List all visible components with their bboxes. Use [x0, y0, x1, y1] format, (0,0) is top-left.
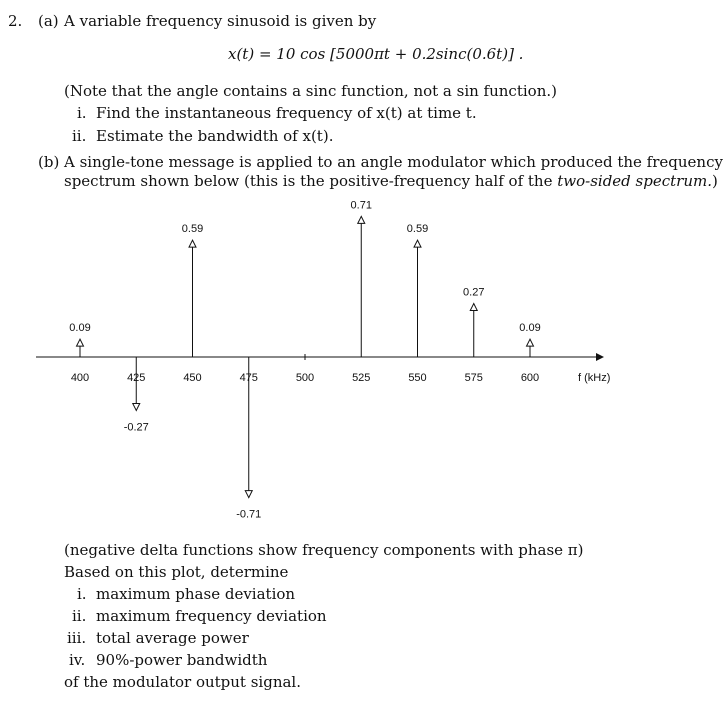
stem-arrowhead	[527, 339, 534, 346]
tick-label: 550	[408, 372, 427, 384]
stem-arrowhead	[358, 216, 365, 223]
tick-label: 575	[464, 372, 483, 384]
stem-value-label: 0.59	[406, 223, 429, 236]
part-b-label: (b)	[38, 153, 60, 171]
stem-arrowhead	[245, 491, 252, 498]
problem-number: 2.	[8, 12, 23, 30]
tick-label: 525	[352, 372, 371, 384]
part-a-item-num: i.	[77, 104, 87, 122]
part-a-item-num: ii.	[72, 127, 87, 145]
after-plot-closing: of the modulator output signal.	[64, 673, 301, 691]
question-num: iv.	[69, 651, 86, 669]
stem-value-label: 0.27	[463, 286, 485, 299]
tick-label: 425	[127, 372, 146, 384]
stem-value-label: 0.71	[350, 199, 372, 212]
tick-label: 400	[70, 372, 90, 384]
question-text: total average power	[96, 629, 249, 647]
tick-label: 475	[239, 372, 258, 384]
stem-arrowhead	[133, 403, 140, 410]
tick-label: 600	[520, 372, 540, 384]
part-b-line1: A single-tone message is applied to an angle modulator which produced the frequency	[64, 153, 723, 171]
stem-value-label: 0.59	[181, 223, 204, 236]
part-a-intro: A variable frequency sinusoid is given by	[64, 12, 377, 30]
part-b-line2-end: )	[711, 172, 718, 190]
part-b-line2-italic: two-sided spectrum.	[557, 172, 712, 190]
stem-arrowhead	[189, 240, 196, 247]
part-a-item-text: Find the instantaneous frequency of x(t) at time t.	[96, 104, 477, 122]
x-axis-arrow	[596, 353, 604, 361]
stem-value-label: 0.09	[519, 322, 541, 335]
stem-value-label: -0.71	[236, 508, 262, 521]
stem-arrowhead	[414, 240, 421, 247]
part-b-line2-start: spectrum shown below (this is the positive-frequency half of the	[64, 172, 558, 190]
stem-value-label: 0.09	[69, 322, 91, 335]
part-a-item-text: Estimate the bandwidth of x(t).	[96, 127, 334, 145]
question-text: maximum frequency deviation	[96, 607, 327, 625]
question-num: ii.	[72, 607, 87, 625]
question-num: iii.	[67, 629, 87, 647]
question-text: 90%-power bandwidth	[96, 651, 268, 669]
tick-label: 450	[183, 372, 202, 384]
tick-label: 500	[295, 372, 315, 384]
after-plot-note: (negative delta functions show frequency components with phase π)	[64, 541, 584, 559]
stem-arrowhead	[77, 339, 84, 346]
after-plot-based: Based on this plot, determine	[64, 563, 289, 581]
x-axis-label: f (kHz)	[578, 372, 611, 384]
part-a-equation: x(t) = 10 cos [5000πt + 0.2sinc(0.6t)] .	[228, 45, 524, 63]
stem-arrowhead	[470, 304, 477, 311]
part-a-label: (a)	[38, 12, 59, 30]
question-text: maximum phase deviation	[96, 585, 296, 603]
question-num: i.	[77, 585, 87, 603]
part-a-note: (Note that the angle contains a sinc function, not a sin function.)	[64, 82, 557, 100]
stem-value-label: -0.27	[123, 421, 149, 434]
